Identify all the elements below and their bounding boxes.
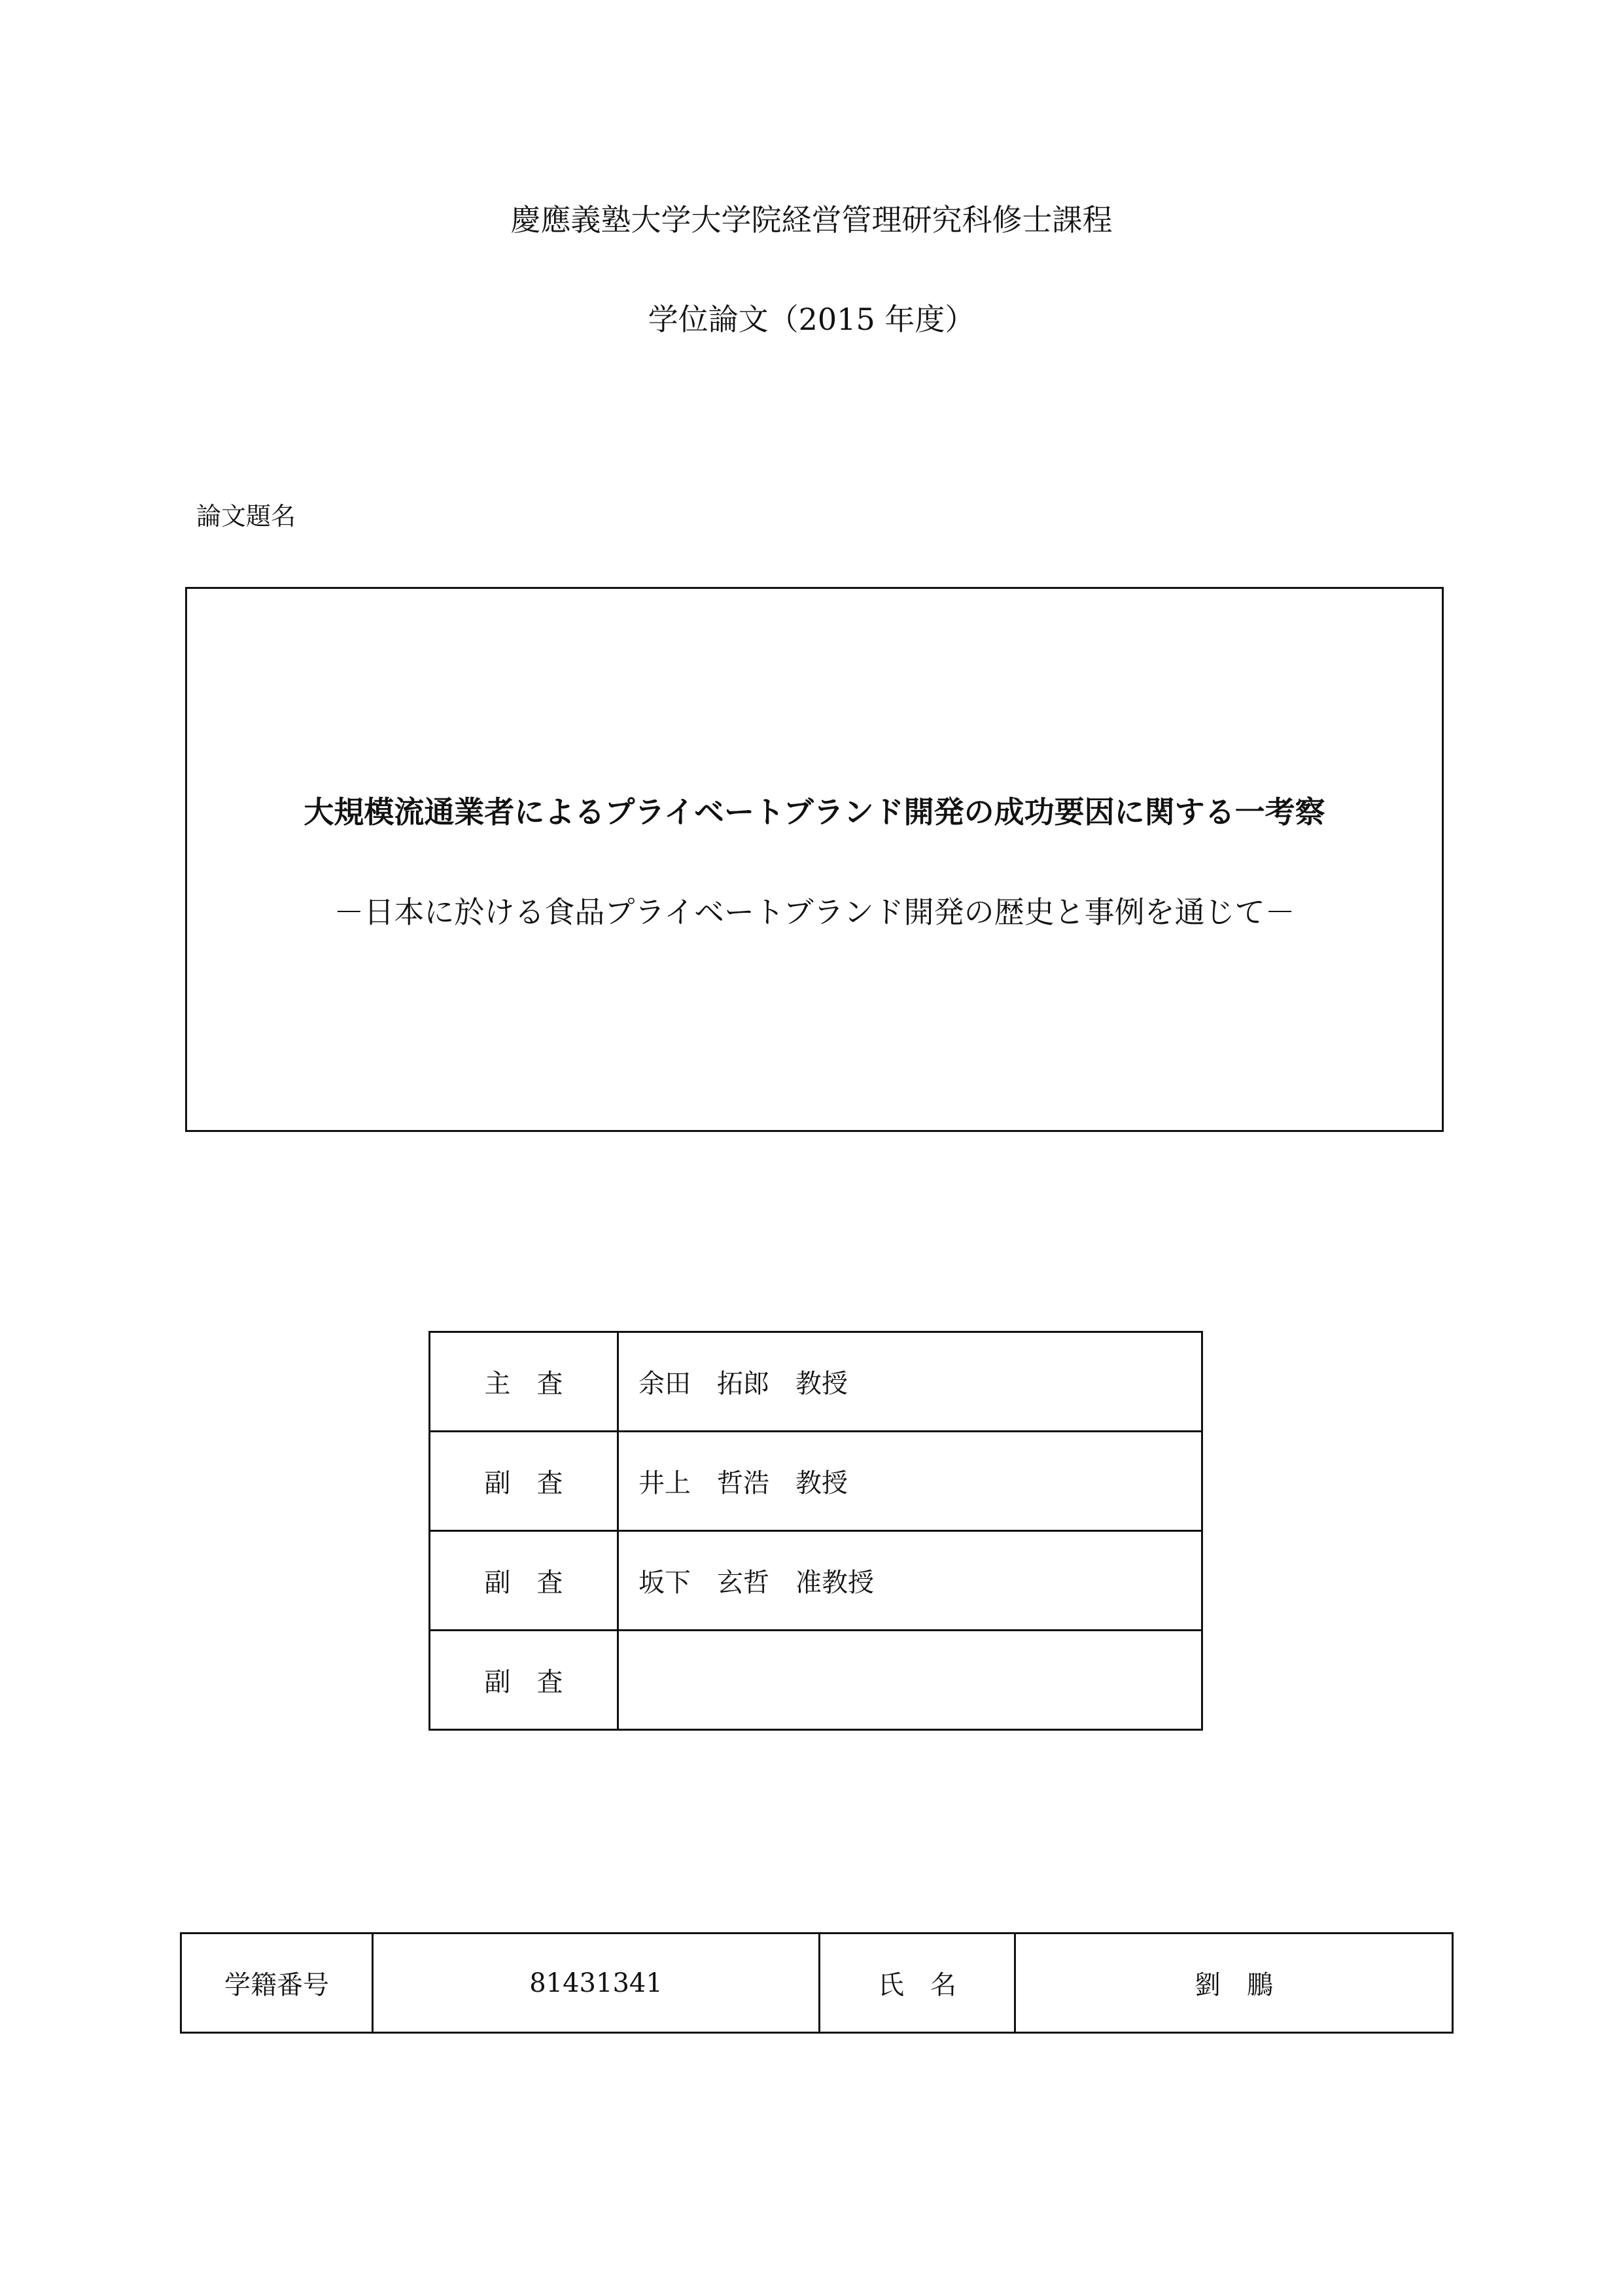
thesis-title-label: 論文題名 [196,502,296,531]
examiner-row [430,1631,1202,1730]
student-info-row [181,1934,1453,2033]
examiner-name [618,1631,1202,1730]
examiner-role: 副 査 [430,1432,618,1531]
examiners-table [428,1331,1203,1731]
student-id-value: 81431341 [373,1934,820,2033]
student-id-label: 学籍番号 [181,1934,373,2033]
examiner-name: 井上 哲浩 教授 [618,1432,1202,1531]
examiner-row [430,1432,1202,1531]
student-info-table [180,1932,1454,2034]
thesis-main-title: 大規模流通業者によるプライベートブランド開発の成功要因に関する一考察 [304,794,1325,830]
thesis-type: 学位論文（2015 年度） [648,302,975,337]
thesis-title-box [185,587,1444,1132]
examiner-role: 副 査 [430,1531,618,1631]
student-name-value: 劉 鵬 [1015,1934,1453,2033]
examiner-role: 副 査 [430,1631,618,1730]
examiner-name: 坂下 玄哲 准教授 [618,1531,1202,1631]
examiner-row [430,1332,1202,1432]
thesis-subtitle: －日本に於ける食品プライベートブランド開発の歴史と事例を通じて－ [334,894,1295,930]
examiner-role: 主 査 [430,1332,618,1432]
university-program: 慶應義塾大学大学院経営管理研究科修士課程 [510,202,1113,238]
examiner-row [430,1531,1202,1631]
student-name-label: 氏 名 [820,1934,1015,2033]
examiner-name: 余田 拓郎 教授 [618,1332,1202,1432]
